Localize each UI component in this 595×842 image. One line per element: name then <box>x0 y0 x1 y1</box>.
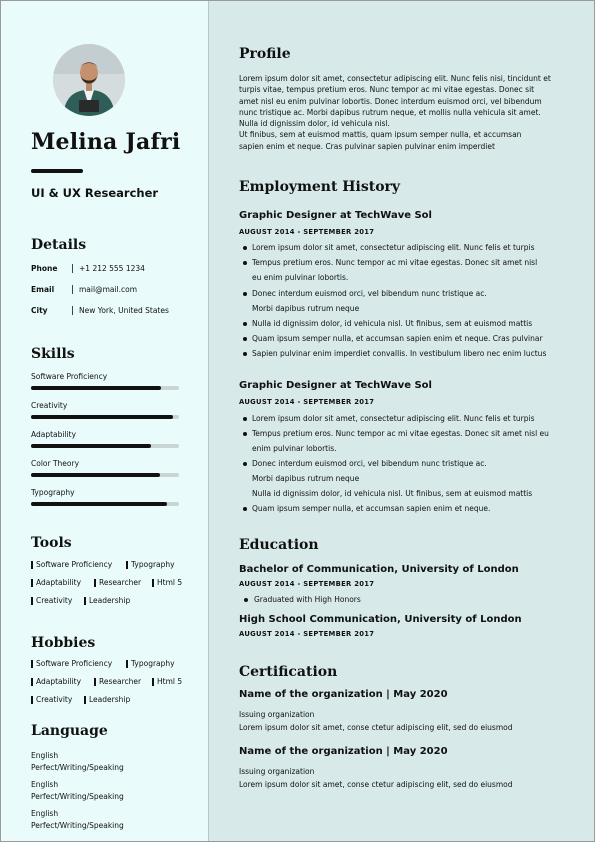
text-line: sapien enim et neque. Cras pulvinar sapien pulvinar enim imperdiet <box>239 141 495 151</box>
tag-marker <box>31 597 33 605</box>
bullet-text: Morbi dapibus rutrum neque <box>252 304 360 313</box>
skill-bar-track <box>31 386 179 390</box>
bullet-text: Donec interdum euismod orci, vel bibendum nunc tristique ac. <box>252 459 487 468</box>
language-name: English <box>31 780 59 789</box>
language-entry <box>31 808 124 832</box>
tag-label: Typography <box>131 659 175 668</box>
job-title: Graphic Designer at TechWave Sol <box>239 380 432 391</box>
hobby-tag <box>31 659 112 668</box>
hobby-tag <box>152 677 182 686</box>
tag-marker <box>31 660 33 668</box>
skill-bar-fill <box>31 444 151 448</box>
language-entry <box>31 779 124 803</box>
language-level: Perfect/Writing/Speaking <box>31 792 124 801</box>
tag-label: Leadership <box>89 596 131 605</box>
detail-row-email <box>31 285 137 294</box>
profile-photo <box>53 44 125 116</box>
tag-marker <box>126 660 128 668</box>
education-note: Graduated with High Honors <box>254 595 361 604</box>
language-name: English <box>31 751 59 760</box>
detail-key: Email <box>31 285 55 294</box>
hobby-tag <box>31 677 81 686</box>
profile-heading: Profile <box>239 46 291 62</box>
job-dates: AUGUST 2014 - SEPTEMBER 2017 <box>239 398 375 406</box>
bullet-dot <box>243 507 247 511</box>
certification-issuer: Issuing organization <box>239 767 315 776</box>
tool-tag <box>31 560 112 569</box>
bullet-text: enim pulvinar lobortis. <box>252 444 337 453</box>
tag-marker <box>152 579 154 587</box>
bullet-text: Lorem ipsum dolor sit amet, consectetur adipiscing elit. Nunc felis et turpis <box>252 414 535 423</box>
skill-bar-fill <box>31 386 161 390</box>
job-dates: AUGUST 2014 - SEPTEMBER 2017 <box>239 228 375 236</box>
hobby-tag <box>84 695 130 704</box>
tag-label: Adaptability <box>36 677 82 686</box>
text-line: Nulla id dignissim dolor, id vehicula nisl. <box>239 119 390 129</box>
tool-tag <box>94 578 141 587</box>
skills-heading: Skills <box>31 346 75 362</box>
skill-bar-track <box>31 502 179 506</box>
bullet-dot <box>243 462 247 466</box>
tag-label: Html 5 <box>157 677 183 686</box>
detail-row-city <box>31 306 169 315</box>
skill-label: Color Theory <box>31 459 80 468</box>
bullet-text: Morbi dapibus rutrum neque <box>252 474 360 483</box>
bullet-dot <box>243 246 247 250</box>
tag-marker <box>31 579 33 587</box>
hobby-tag <box>126 659 175 668</box>
main-content <box>209 1 595 842</box>
hobby-tag <box>94 677 141 686</box>
detail-separator <box>72 285 73 294</box>
hobby-tag <box>31 695 72 704</box>
skill-bar-fill <box>31 415 173 419</box>
text-line: amet nisl eu enim pulvinar lobortis. Donec interdum euismod orci, vel bibendum <box>239 96 542 106</box>
profile-summary <box>239 73 571 152</box>
detail-key: Phone <box>31 264 58 273</box>
tag-marker <box>31 696 33 704</box>
bullet-dot <box>243 432 247 436</box>
skill-bar-fill <box>31 473 160 477</box>
tag-label: Creativity <box>36 695 73 704</box>
tag-label: Software Proficiency <box>36 560 113 569</box>
detail-value: mail@mail.com <box>79 285 138 294</box>
detail-value: +1 212 555 1234 <box>79 264 145 273</box>
bullet-dot <box>243 261 247 265</box>
detail-value: New York, United States <box>79 306 169 315</box>
certification-title: Name of the organization | May 2020 <box>239 689 448 700</box>
certification-text: Lorem ipsum dolor sit amet, conse ctetur adipiscing elit, sed do eiusmod <box>239 723 513 732</box>
bullet-dot <box>243 322 247 326</box>
bullet-dot <box>243 417 247 421</box>
tag-label: Researcher <box>99 677 142 686</box>
bullet-dot <box>243 337 247 341</box>
skill-bar-fill <box>31 502 167 506</box>
education-title: Bachelor of Communication, University of London <box>239 564 519 575</box>
tool-tag <box>31 578 81 587</box>
bullet-text: Quam ipsum semper nulla, et accumsan sapien enim et neque. Cras pulvinar <box>252 334 543 343</box>
education-dates: AUGUST 2014 - SEPTEMBER 2017 <box>239 580 375 588</box>
skill-label: Creativity <box>31 401 68 410</box>
tag-marker <box>94 579 96 587</box>
detail-key: City <box>31 306 48 315</box>
language-level: Perfect/Writing/Speaking <box>31 821 124 830</box>
tag-marker <box>84 597 86 605</box>
skill-bar-track <box>31 415 179 419</box>
language-heading: Language <box>31 723 108 739</box>
bullet-text: Nulla id dignissim dolor, id vehicula nisl. Ut finibus, sem at euismod mattis <box>252 319 533 328</box>
tag-marker <box>152 678 154 686</box>
tool-tag <box>152 578 182 587</box>
bullet-text: eu enim pulvinar lobortis. <box>252 273 349 282</box>
tag-label: Creativity <box>36 596 73 605</box>
education-title: High School Communication, University of London <box>239 614 522 625</box>
tag-marker <box>31 678 33 686</box>
tools-heading: Tools <box>31 535 72 551</box>
bullet-text: Tempus pretium eros. Nunc tempor ac mi vitae egestas. Donec sit amet nisl <box>252 258 538 267</box>
tag-marker <box>31 561 33 569</box>
skill-bar-track <box>31 444 179 448</box>
text-line: Lorem ipsum dolor sit amet, consectetur adipiscing elit. Nunc felis nisi, tincidunt et <box>239 74 551 83</box>
tool-tag <box>31 596 72 605</box>
bullet-text: Quam ipsum semper nulla, et accumsan sapien enim et neque. <box>252 504 491 513</box>
sidebar <box>1 1 209 842</box>
tag-label: Software Proficiency <box>36 659 113 668</box>
tag-label: Adaptability <box>36 578 82 587</box>
tool-tag <box>84 596 130 605</box>
tool-tag <box>126 560 175 569</box>
tag-label: Leadership <box>89 695 131 704</box>
education-dates: AUGUST 2014 - SEPTEMBER 2017 <box>239 630 375 638</box>
detail-separator <box>72 306 73 315</box>
language-level: Perfect/Writing/Speaking <box>31 763 124 772</box>
detail-row-phone <box>31 264 145 273</box>
candidate-name: Melina Jafri <box>31 129 181 155</box>
certification-heading: Certification <box>239 664 338 680</box>
hobbies-heading: Hobbies <box>31 635 96 651</box>
education-heading: Education <box>239 537 319 553</box>
bullet-dot <box>243 292 247 296</box>
text-line: nunc tristique ac. Morbi dapibus rutrum neque, et mollis nulla vehicula sit amet. <box>239 107 541 117</box>
candidate-role: UI & UX Researcher <box>31 186 159 200</box>
bullet-text: Nulla id dignissim dolor, id vehicula nisl. Ut finibus, sem at euismod mattis <box>252 489 533 498</box>
bullet-text: Lorem ipsum dolor sit amet, consectetur adipiscing elit. Nunc felis et turpis <box>252 243 535 252</box>
text-line: Ut finibus, sem at euismod mattis, quam ipsum semper nulla, et accumsan <box>239 130 522 140</box>
skill-label: Software Proficiency <box>31 372 108 381</box>
certification-text: Lorem ipsum dolor sit amet, conse ctetur adipiscing elit, sed do eiusmod <box>239 780 513 789</box>
details-heading: Details <box>31 237 87 253</box>
job-title: Graphic Designer at TechWave Sol <box>239 210 432 221</box>
skill-label: Adaptability <box>31 430 77 439</box>
tag-marker <box>126 561 128 569</box>
bullet-dot <box>244 598 248 602</box>
tag-label: Html 5 <box>157 578 183 587</box>
language-entry <box>31 750 124 774</box>
tag-marker <box>94 678 96 686</box>
bullet-dot <box>243 352 247 356</box>
skill-label: Typography <box>31 488 75 497</box>
bullet-text: Donec interdum euismod orci, vel bibendum nunc tristique ac. <box>252 289 487 298</box>
tag-label: Typography <box>131 560 175 569</box>
detail-separator <box>72 264 73 273</box>
certification-issuer: Issuing organization <box>239 710 315 719</box>
employment-heading: Employment History <box>239 179 401 195</box>
bullet-text: Sapien pulvinar enim imperdiet convallis. In vestibulum libero nec enim luctus <box>252 349 547 358</box>
name-underline <box>31 169 83 173</box>
language-name: English <box>31 809 59 818</box>
tag-label: Researcher <box>99 578 142 587</box>
certification-title: Name of the organization | May 2020 <box>239 746 448 757</box>
text-line: turpis vitae, tempus pretium eros. Nunc tempor ac mi vitae egestas. Donec sit <box>239 85 535 95</box>
bullet-text: Tempus pretium eros. Nunc tempor ac mi vitae egestas. Donec sit amet nisl eu <box>252 429 549 438</box>
skill-bar-track <box>31 473 179 477</box>
tag-marker <box>84 696 86 704</box>
